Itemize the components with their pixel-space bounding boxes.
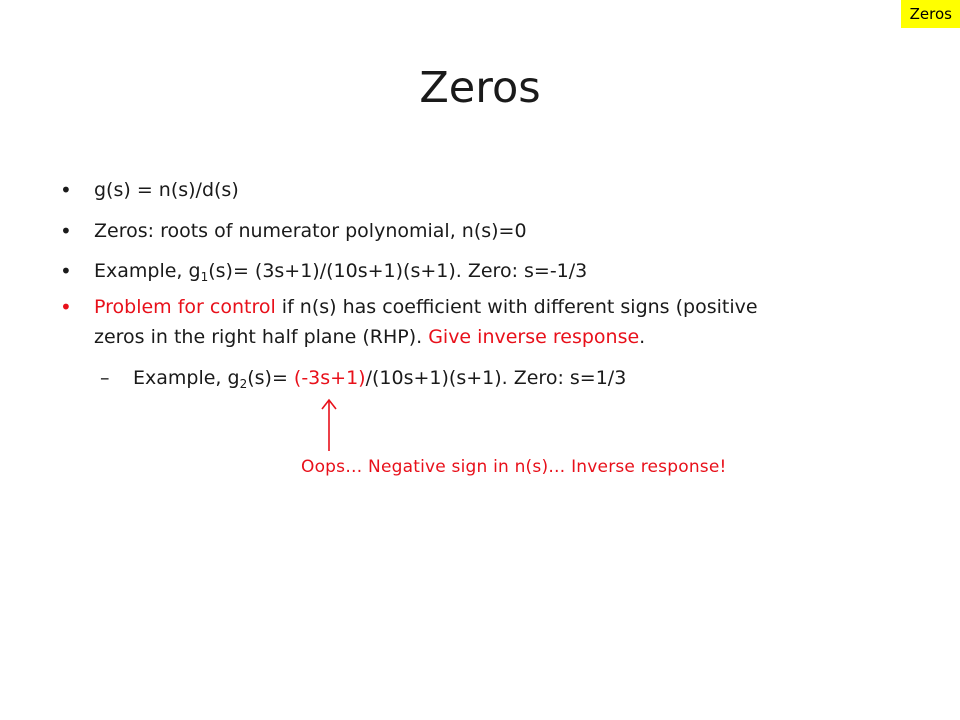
bullet-text [94, 256, 884, 287]
slide-title: Zeros [419, 63, 541, 113]
bullet-text: zeros in the right half plane (RHP). [94, 326, 429, 348]
red-emphasis: Give inverse response [428, 326, 640, 348]
annotation-callout: Oops… Negative sign in n(s)… Inverse response! [301, 457, 727, 477]
example-formula: (s)= (3s+1)/(10s+1)(s+1). Zero: s=-1/3 [208, 260, 588, 282]
corner-tag: Zeros [901, 0, 960, 28]
bullet-text: . [639, 326, 646, 348]
red-emphasis: Problem for control [94, 296, 276, 318]
bullet-text: if n(s) has coefficient with different signs (positive [275, 296, 758, 318]
subscript: 2 [239, 377, 248, 391]
example-prefix: Example, g [94, 260, 201, 282]
negative-numerator: (-3s+1) [293, 367, 366, 389]
example-mid: (s)= [247, 367, 294, 389]
bullet-text: g(s) = n(s)/d(s) [94, 179, 239, 201]
sub-bullet-text [133, 363, 923, 394]
example-formula: /(10s+1)(s+1). Zero: s=1/3 [365, 367, 627, 389]
bullet-text: Zeros: roots of numerator polynomial, n(s)=0 [94, 220, 527, 242]
example-prefix: Example, g [133, 367, 240, 389]
up-arrow-icon [319, 398, 339, 454]
bullet-dot-icon: • [60, 178, 72, 202]
bullet-text-line-1 [94, 292, 884, 323]
bullet-dot-icon: • [60, 219, 72, 243]
bullet-dot-icon: • [60, 295, 72, 319]
bullet-dot-icon: • [60, 259, 72, 283]
bullet-text-line-2 [94, 322, 884, 353]
subscript: 1 [200, 270, 209, 284]
dash-bullet-icon: – [100, 367, 110, 389]
